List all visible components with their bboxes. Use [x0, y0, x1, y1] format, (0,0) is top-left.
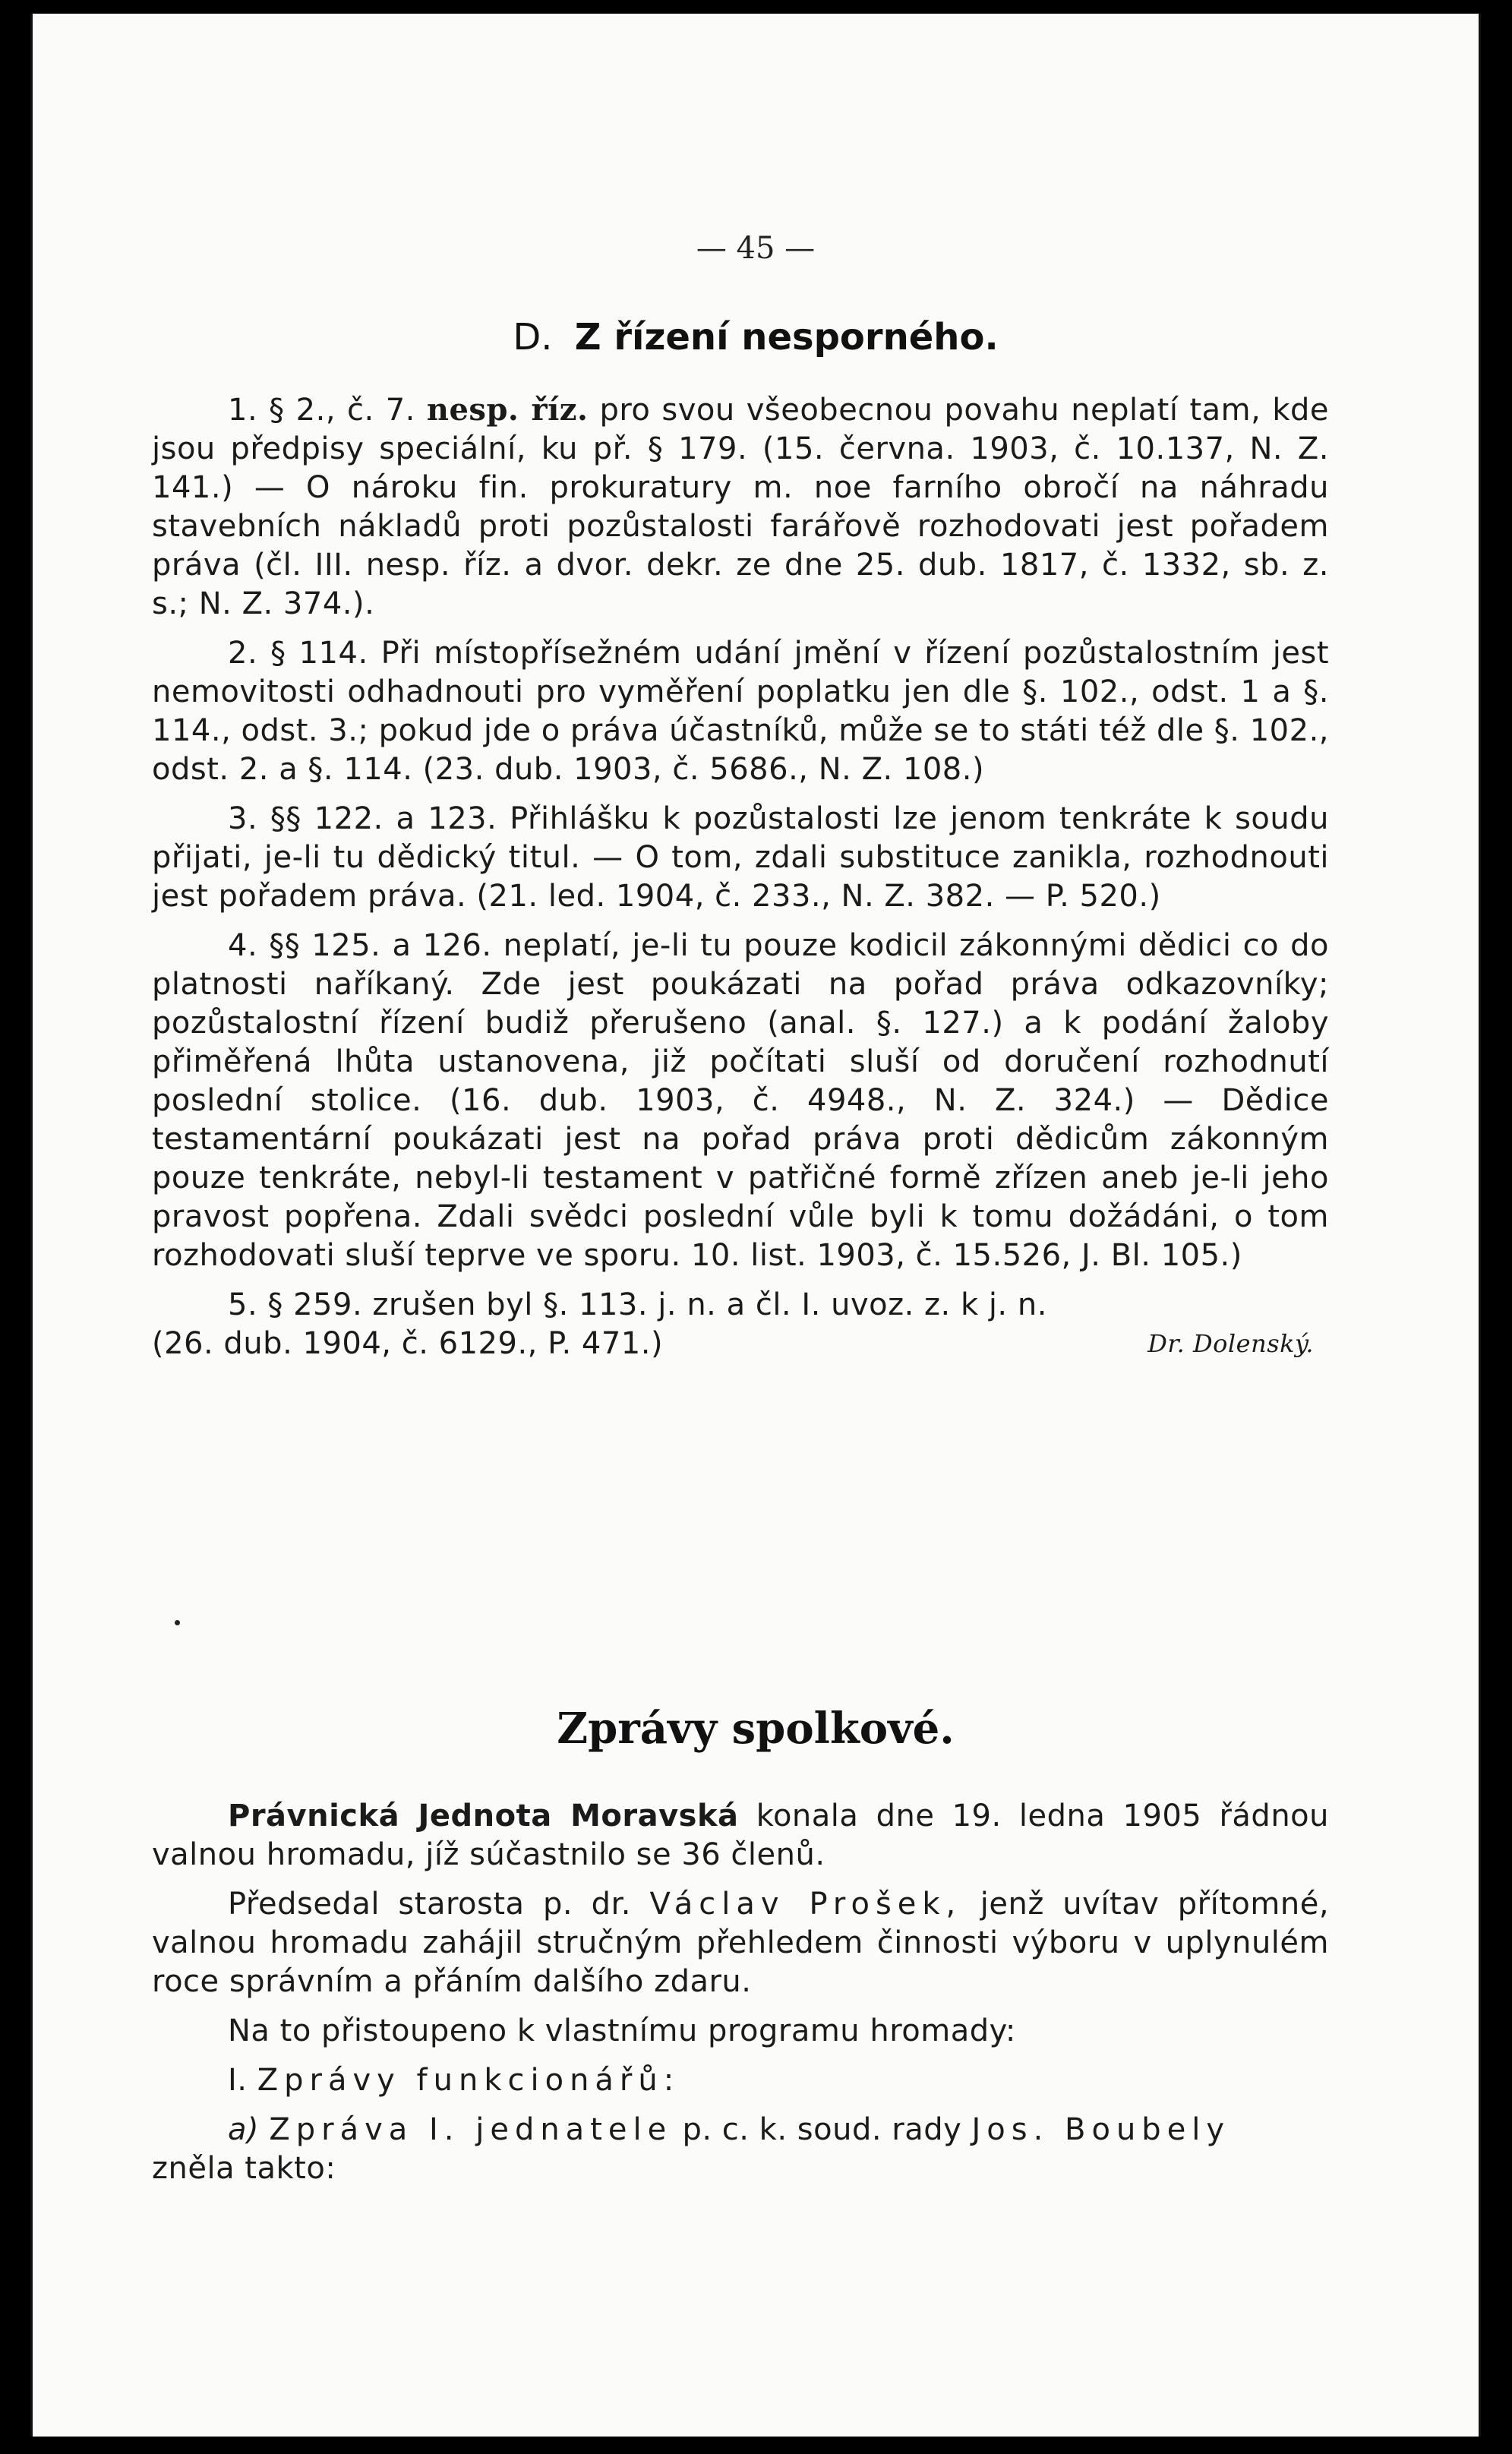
- news-p1-text: konala dne 19. ledna 1905 řádnou valnou hromadu, jíž súčastnilo se 36 členů.: [152, 1799, 1329, 1872]
- item-5: [152, 1286, 1329, 1325]
- news-p5-spaced2: Jos. Boubely: [971, 2112, 1231, 2147]
- news-p2-name: Václav Prošek,: [649, 1887, 962, 1922]
- item-1-text: pro svou všeobecnou povahu neplatí tam, kde jsou předpisy speciální, ku př. § 179. (15. června. 1903, č. 10.137, N. Z. 141.) — O nároku fin. prokuratury m. noe farního obročí na náhradu stavebních nákladů proti pozůstalosti farářově rozhodovati jest pořadem práva (čl. III. nesp. říz. a dvor. dekr. ze dne 25. dub. 1817, č. 1332, sb. z. s.; N. Z. 374.).: [152, 393, 1329, 621]
- news-p1: [152, 1797, 1329, 1874]
- news-org-name: Právnická Jednota Moravská: [228, 1799, 739, 1833]
- news-p5: [152, 2111, 1329, 2149]
- news-p4: [152, 2061, 1329, 2100]
- news-p3: Na to přistoupeno k vlastnímu programu hromady:: [228, 2013, 1016, 2048]
- signature: Dr. Dolenský.: [1147, 1329, 1314, 1358]
- section-title: Z řízení nesporného.: [574, 316, 999, 358]
- stray-dot: [175, 1620, 180, 1625]
- item-2: 2. § 114. Při místopřísežném udání jmění v řízení pozůstalostním jest nemovitosti odhadnouti pro vyměření poplatku jen dle §. 102., odst. 1 a §. 114., odst. 3.; pokud jde o práva účastníků, může se to státi též dle §. 102., odst. 2. a §. 114. (23. dub. 1903, č. 5686., N. Z. 108.): [152, 636, 1329, 787]
- item-1-lead: 1. § 2., č. 7.: [228, 393, 415, 428]
- news-p5-spaced1: Zpráva I. jednatele: [269, 2112, 673, 2147]
- news-p5-b: p. c. k. soud. rady: [682, 2112, 962, 2147]
- news-body: [152, 1797, 1329, 2188]
- news-p2: [152, 1885, 1329, 2001]
- scanned-page: [30, 14, 1481, 2437]
- item-5-line2: (26. dub. 1904, č. 6129., P. 471.): [152, 1326, 664, 1361]
- news-p4-spaced: Zprávy funkcionářů:: [257, 2063, 680, 2098]
- news-section-title: Zprávy spolkové.: [557, 1704, 955, 1754]
- item-1: [152, 390, 1329, 624]
- page-number: — 45 —: [696, 231, 816, 266]
- section-heading-d: [30, 316, 1481, 358]
- section-letter: D.: [513, 316, 553, 358]
- scan-edge-left: [30, 14, 33, 2437]
- news-p6: zněla takto:: [152, 2151, 336, 2186]
- news-p5-a: a): [228, 2112, 260, 2147]
- news-p2-b: jenž uvítav přítomné, valnou hromadu zahájil stručným přehledem činnosti výboru v uplynulém roce správním a přáním dalšího zdaru.: [152, 1887, 1330, 1999]
- item-3: 3. §§ 122. a 123. Přihlášku k pozůstalosti lze jenom tenkráte k soudu přijati, je-li tu dědický titul. — O tom, zdali substituce zanikla, rozhodnouti jest pořadem práva. (21. led. 1904, č. 233., N. Z. 382. — P. 520.): [152, 801, 1329, 914]
- item-5-line1: 5. § 259. zrušen byl §. 113. j. n. a čl. I. uvoz. z. k j. n.: [228, 1287, 1047, 1322]
- item-5-line2-row: [152, 1325, 1329, 1363]
- section-d-body: [152, 390, 1329, 1363]
- scan-edge-right: [1479, 14, 1481, 2437]
- news-p2-a: Předsedal starosta p. dr.: [228, 1887, 631, 1922]
- news-p4-num: I.: [228, 2063, 248, 2098]
- item-4: 4. §§ 125. a 126. neplatí, je-li tu pouze kodicil zákonnými dědici co do platnosti naříkaný. Zde jest poukázati na pořad práva odkazovníky; pozůstalostní řízení budiž přerušeno (anal. §. 127.) a k podání žaloby přiměřená lhůta ustanovena, již počítati sluší od doručení rozhodnutí poslední stolice. (16. dub. 1903, č. 4948., N. Z. 324.) — Dědice testamentární poukázati jest na pořad práva proti dědicům zákonným pouze tenkráte, nebyl-li testament v patřičné formě zřízen aneb je-li jeho pravost popřena. Zdali svědci poslední vůle byli k tomu dožádáni, o tom rozhodovati sluší teprve ve sporu. 10. list. 1903, č. 15.526, J. Bl. 105.): [152, 928, 1329, 1273]
- item-1-bold: nesp. říz.: [426, 392, 589, 428]
